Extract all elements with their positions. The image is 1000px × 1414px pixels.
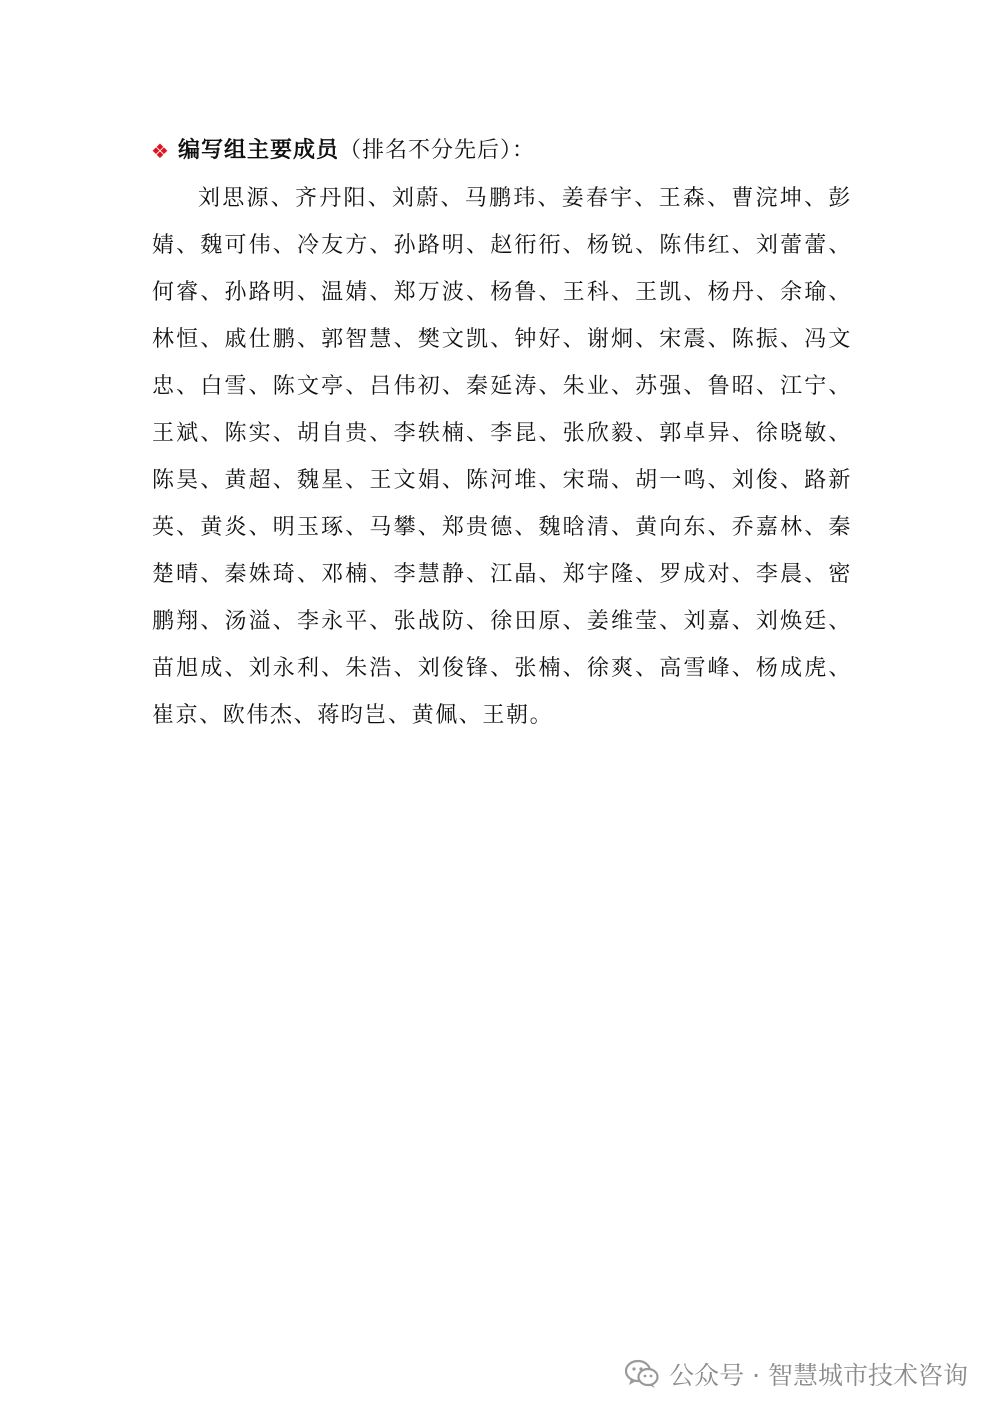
heading-title: 编写组主要成员 (178, 138, 340, 163)
watermark (625, 1352, 968, 1396)
diamond-bullet-icon: ❖ (151, 139, 169, 163)
watermark-text: 公众号 · 智慧城市技术咨询 (669, 1361, 968, 1390)
wechat-icon (625, 1359, 659, 1389)
heading-note: （排名不分先后）： (339, 138, 536, 163)
members-paragraph: 刘思源、齐丹阳、刘蔚、马鹏玮、姜春宇、王森、曹浣坤、彭婧、魏可伟、冷友方、孙路明、赵衎衎、杨锐、陈伟红、刘蕾蕾、何睿、孙路明、温婧、郑万波、杨鲁、王科、王凯、杨丹、余瑜、林恒、戚仕鹏、郭智慧、樊文凯、钟好、谢炯、宋震、陈振、冯文忠、白雪、陈文亭、吕伟初、秦延涛、朱业、苏强、鲁昭、江宁、王斌、陈实、胡自贵、李轶楠、李昆、张欣毅、郭卓异、徐晓敏、陈昊、黄超、魏星、王文娟、陈河堆、宋瑞、胡一鸣、刘俊、路新英、黄炎、明玉琢、马攀、郑贵德、魏晗清、黄向东、乔嘉林、秦楚晴、秦姝琦、邓楠、李慧静、江晶、郑宇隆、罗成对、李晨、密鹏翔、汤溢、李永平、张战防、徐田原、姜维莹、刘嘉、刘焕廷、苗旭成、刘永利、朱浩、刘俊锋、张楠、徐爽、高雪峰、杨成虎、崔京、欧伟杰、蒋昀岂、黄佩、王朝。 (152, 186, 852, 728)
section-heading (150, 133, 535, 169)
